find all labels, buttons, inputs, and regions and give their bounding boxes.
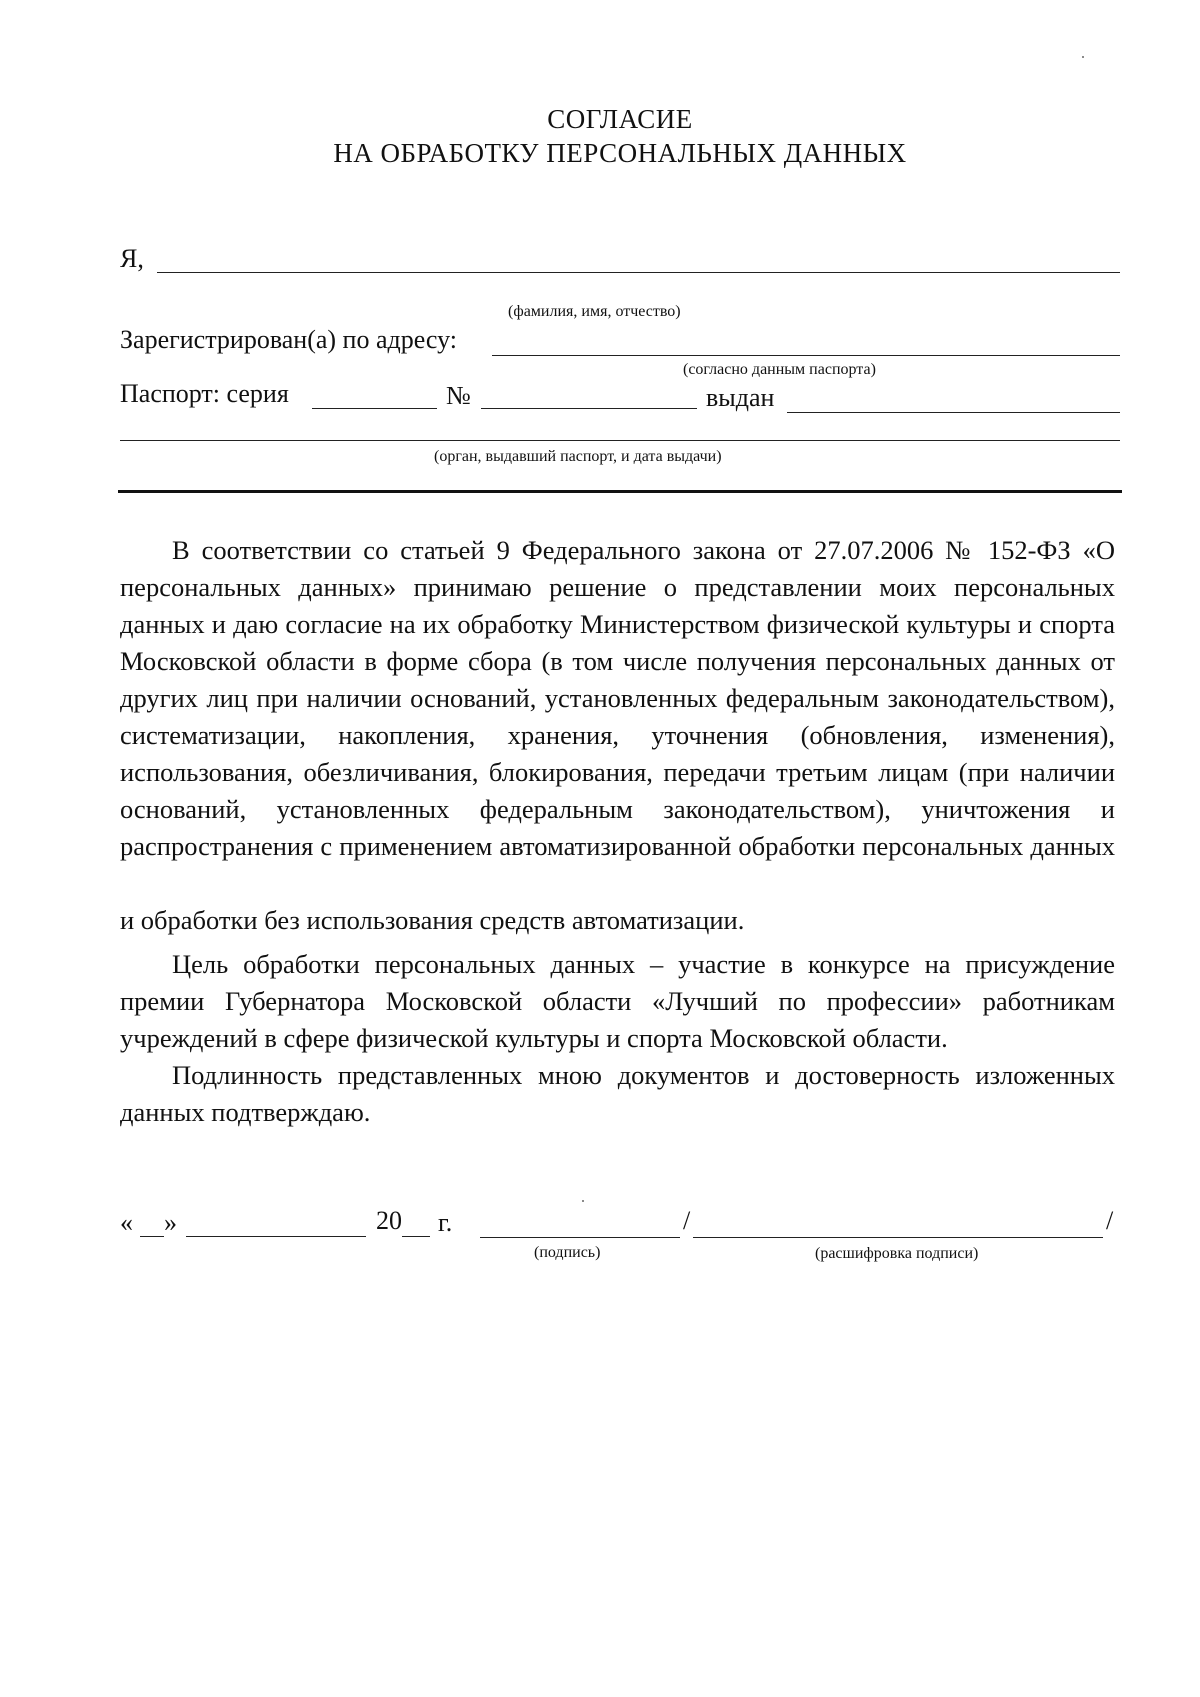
address-hint: (согласно данным паспорта)	[683, 361, 876, 378]
purpose-paragraph: Цель обработки персональных данных – участие в конкурсе на присуждение премии Губернатора Московской области «Лучший по профессии» работникам учреждений в сфере физической культуры и спорта Московской области.	[120, 949, 1115, 1053]
date-year-prefix: 20	[376, 1206, 402, 1235]
document-title-line2: НА ОБРАБОТКУ ПЕРСОНАЛЬНЫХ ДАННЫХ	[333, 138, 907, 168]
issuer-hint: (орган, выдавший паспорт, и дата выдачи)	[434, 448, 722, 465]
passport-number-label: №	[446, 381, 471, 410]
scan-speck	[582, 1200, 584, 1202]
fio-hint: (фамилия, имя, отчество)	[508, 303, 681, 320]
date-year-field-line[interactable]	[402, 1236, 430, 1237]
date-year-suffix: г.	[438, 1208, 453, 1237]
document-title-line1: СОГЛАСИЕ	[547, 104, 693, 134]
signature-slash-right: /	[1106, 1206, 1114, 1235]
confirmation-paragraph: Подлинность представленных мною документов и достоверность изложенных данных подтверждаю.	[120, 1060, 1115, 1127]
signature-slash-left: /	[683, 1206, 691, 1235]
signature-hint: (подпись)	[534, 1244, 601, 1261]
signature-field-line[interactable]	[480, 1237, 680, 1238]
date-day-field-line[interactable]	[140, 1236, 164, 1237]
i-label: Я,	[120, 244, 144, 273]
address-label: Зарегистрирован(а) по адресу:	[120, 325, 458, 354]
passport-series-field-line[interactable]	[312, 408, 437, 409]
scan-speck	[1082, 56, 1084, 58]
consent-paragraph-main: В соответствии со статьей 9 Федерального закона от 27.07.2006 № 152-ФЗ «О персональных данных» принимаю решение о представлении моих персональных данных и даю согласие на их обработку Министерством физической культуры и спорта Московской области в форме сбора (в том числе получения персональных данных от других лиц при наличии оснований, установленных федеральным законодательством), систематизации, накопления, хранения, уточнения (обновления, изменения), использования, обезличивания, блокирования, передачи третьим лицам (при наличии оснований, установленных федеральным законодательством), уничтожения и распространения с применением автоматизированной обработки персональных данных	[120, 535, 1115, 861]
signature-decode-field-line[interactable]	[693, 1237, 1103, 1238]
date-month-field-line[interactable]	[186, 1236, 366, 1237]
passport-number-field-line[interactable]	[481, 408, 697, 409]
section-divider	[118, 490, 1122, 493]
issuer-field-line[interactable]	[120, 440, 1120, 441]
issued-label: выдан	[706, 383, 775, 412]
date-quote-open: «	[120, 1208, 133, 1237]
consent-paragraph-end: и обработки без использования средств автоматизации.	[120, 905, 745, 935]
signature-decode-hint: (расшифровка подписи)	[815, 1245, 979, 1262]
issued-field-line[interactable]	[787, 412, 1120, 413]
address-field-line[interactable]	[492, 355, 1120, 356]
fio-field-line[interactable]	[157, 272, 1120, 273]
date-quote-close: »	[164, 1208, 177, 1237]
passport-series-label: Паспорт: серия	[120, 379, 289, 408]
